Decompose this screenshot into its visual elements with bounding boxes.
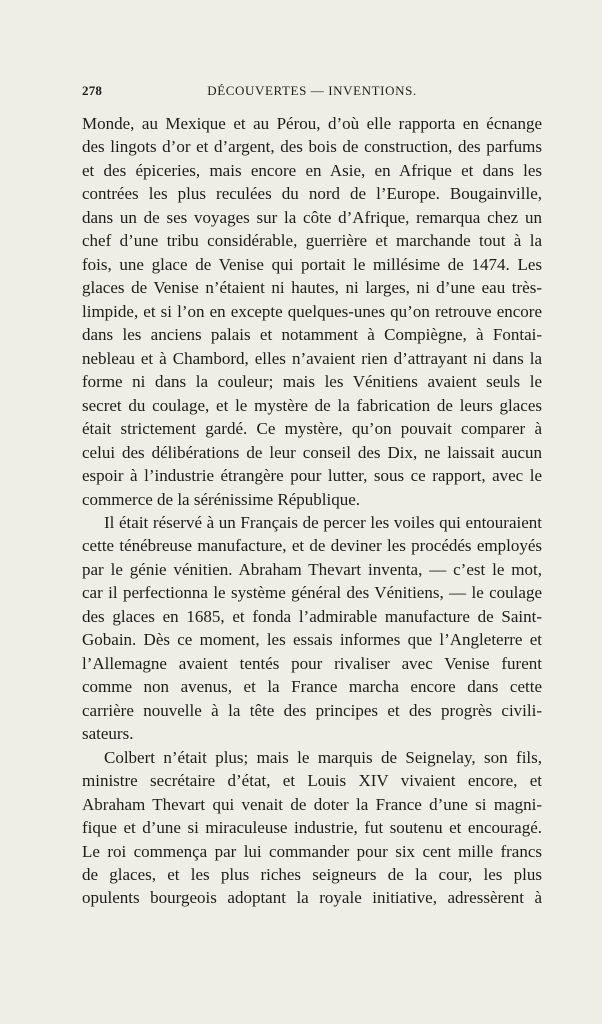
text-line: commerce de la sérénissime République. bbox=[82, 489, 361, 509]
page-number: 278 bbox=[82, 83, 103, 98]
text-line: forme ni dans la couleur; mais les Vénitiens avaient seuls le bbox=[82, 372, 542, 392]
text-line: chef d’une tribu considérable, guerrière et marchande tout à la bbox=[82, 231, 542, 251]
text-line: secret du coulage, et le mystère de la fabrication de leurs glaces bbox=[82, 395, 542, 415]
text-line: de glaces, et les plus riches seigneurs de la cour, les plus bbox=[82, 865, 542, 884]
text-line: car il perfectionna le système général des Vénitiens, — le coulage bbox=[82, 583, 542, 603]
running-title: DÉCOUVERTES — INVENTIONS. bbox=[207, 83, 417, 98]
text-line: Monde, au Mexique et au Pérou, d’où elle rapporta en écnange bbox=[82, 114, 542, 133]
text-line: Abraham Thevart qui venait de doter la France d’une si magni- bbox=[82, 794, 542, 814]
text-line: Le roi commença par lui commander pour six cent mille francs bbox=[82, 841, 542, 861]
text-line: espoir à l’industrie étrangère pour lutter, sous ce rapport, avec le bbox=[82, 466, 542, 486]
text-line: cette ténébreuse manufacture, et de deviner les procédés employés bbox=[82, 536, 542, 556]
text-line: nebleau et à Chambord, elles n’avaient rien d’attrayant ni dans la bbox=[82, 348, 542, 368]
text-line: Il était réservé à un Français de percer les voiles qui entouraient bbox=[104, 512, 542, 532]
text-line: dans un de ses voyages sur la côte d’Afrique, remarqua chez un bbox=[82, 207, 542, 227]
text-line: comme non avenus, et la France marcha encore dans cette bbox=[82, 677, 542, 697]
text-line: celui des délibérations de leur conseil des Dix, ne laissait aucun bbox=[82, 442, 542, 462]
text-line: était strictement gardé. Ce mystère, qu’on pouvait comparer à bbox=[82, 419, 542, 439]
text-line: des lingots d’or et d’argent, des bois de construction, des parfums bbox=[82, 137, 542, 157]
text-line: l’Allemagne avaient tentés pour rivaliser avec Venise furent bbox=[82, 653, 542, 673]
text-line: contrées les plus reculées du nord de l’Europe. Bougainville, bbox=[82, 184, 542, 204]
text-line: carrière nouvelle à la tête des principes et des progrès civili- bbox=[82, 700, 542, 720]
text-line: glaces de Venise n’étaient ni hautes, ni larges, ni d’une eau très- bbox=[82, 278, 542, 298]
text-line: Colbert n’était plus; mais le marquis de Seignelay, son fils, bbox=[104, 747, 542, 767]
text-line: des glaces en 1685, et fonda l’admirable manufacture de Saint- bbox=[82, 606, 542, 626]
text-line: dans les anciens palais et notamment à Compiègne, à Fontai- bbox=[82, 325, 542, 345]
text-line: opulents bourgeois adoptant la royale initiative, adressèrent à bbox=[82, 888, 542, 908]
text-line: Gobain. Dès ce moment, les essais informes que l’Angleterre et bbox=[82, 630, 542, 650]
text-line: fique et d’une si miraculeuse industrie, fut soutenu et encouragé. bbox=[82, 818, 542, 838]
text-line: par le génie vénitien. Abraham Thevart inventa, — c’est le mot, bbox=[82, 559, 542, 579]
text-line: sateurs. bbox=[82, 724, 134, 744]
page-header bbox=[82, 77, 542, 99]
text-line: ministre secrétaire d’état, et Louis XIV vivaient encore, et bbox=[82, 771, 542, 791]
text-line: limpide, et si l’on en excepte quelques-unes qu’on retrouve encore bbox=[82, 301, 542, 321]
text-line: et des épiceries, mais encore en Asie, en Afrique et dans les bbox=[82, 160, 542, 180]
text-line: fois, une glace de Venise qui portait le millésime de 1474. Les bbox=[82, 254, 542, 274]
body-text bbox=[82, 112, 542, 910]
